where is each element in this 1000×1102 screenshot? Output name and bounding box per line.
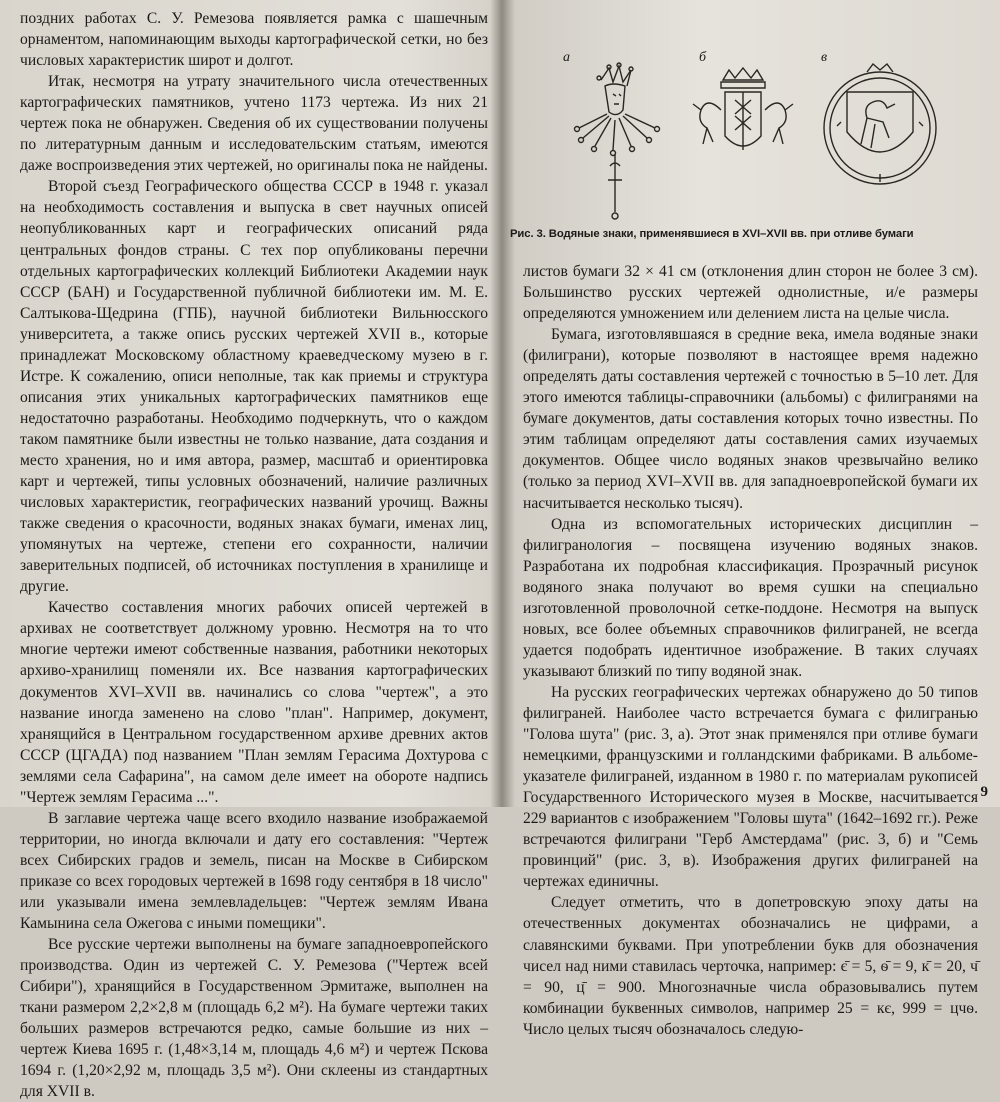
left-text-column [20, 8, 488, 1102]
left-paragraph-3: Второй съезд Географического общества СССР в 1948 г. указал на необходимость составления и выпуска в свет научных описей неопубликованных карт и географических описаний ряда центральных фондов страны. С тех пор опубликованы перечни отдельных картографических коллекций Библиотеки Академии наук СССР (БАН) и Государственной публичной библиотеки им. М. Е. Салтыкова-Щедрина (ГПБ), научной библиотеки Вильнюсского университета, а также опись русских чертежей XVII в., которые принадлежат Московскому областному краеведческому музею в г. Истре. К сожалению, описи неполные, так как приемы и структура описания этих уникальных картографических памятников еще недостаточно разработаны. Необходимо подчеркнуть, что о каждом таком памятнике были известны не только название, дата создания и место хранения, но и имя автора, размер, масштаб и ориентировка карт и чертежей, типы условных обозначений, наличие различных числовых характеристик, географических названий урочищ. Важны также сведения о красочности, водяных знаках бумаги, именах лиц, упомянутых на чертеже, степени его сохранности, наличии заверительных подписей, об источниках поступления в хранилище и другие. [20, 178, 488, 596]
figure-caption: Рис. 3. Водяные знаки, применявшиеся в XVI–XVII вв. при отливе бумаги [510, 228, 914, 240]
left-paragraph-5: В заглавие чертежа чаще всего входило название изображаемой территории, но иногда включали и дату его составления: "Чертеж всех Сибирских градов и земель, писан на Москве в Сибирском приказе со всех городовых чертежей в 1698 году сентября в 18 число" или указывали имена землевладельцев: "Чертеж землям Ивана Камынина села Ожегова с иными помещики". [20, 809, 488, 933]
seven-provinces-watermark-icon [817, 62, 943, 192]
left-paragraph-4: Качество составления многих рабочих описей чертежей в архивах не соответствует должному уровню. Несмотря на то что многие чертежи имеют собственные названия, работники некоторых архиво-хранилищ поменяли их. Все названия картографических документов XVI–XVII вв. начинались со слова "чертеж", а это название иногда заменено на слово "план". Например, документ, хранящийся в Центральном государственном архиве древних актов СССР (ЦГАДА) под названием "План землям Герасима Дохтурова с землями села Сафарина", на самом деле имеет на обороте надпись "Чертеж землям Герасима ...". [20, 599, 488, 806]
right-paragraph-1: листов бумаги 32 × 41 см (отклонения длин сторон не более 3 см). Большинство русских чертежей однолистные, и/е размеры определяются умножением или делением листа на целые числа. [523, 263, 978, 323]
right-paragraph-2: Бумага, изготовлявшаяся в средние века, имела водяные знаки (филиграни), которые позволяют в настоящее время надежно определять даты составления чертежей с точностью в 5–10 лет. Для этого имеются таблицы-справочники (альбомы) с филигранями на бумаге документов, даты составления которых точно известны. По этим таблицам определяют даты составления самих изучаемых документов. Общее число водяных знаков чрезвычайно велико (только за период XVI–XVII вв. для западноевропейской бумаги их насчитывается несколько тысяч). [523, 326, 978, 512]
right-page [503, 0, 1000, 1038]
right-paragraph-3: Одна из вспомогательных исторических дисциплин – филигранология – посвящена изучению водяных знаков. Разработана их подробная классификация. Прозрачный рисунок водяного знака получают во время сушки на специально изготовленной проволочной сетке-поддоне. Несмотря на выпуск новых, все более объемных справочников филиграней, не всегда удается подобрать идентичное изображение. В таких случаях указывают близкий по типу водяной знак. [523, 515, 978, 680]
right-paragraph-5: Следует отметить, что в допетровскую эпоху даты на отечественных документах обозначались не цифрами, а славянскими буквами. При употреблении букв для обозначения чисел над ними ставилась черточка, например: є̄ = 5, ѳ̄ = 9, к̄ = 20, ч̄ = 90, ц̄ = 900. Многозначные числа образовывались путем комбинации буквенных символов, например 25 = кє, 999 = цчѳ. Число целых тысяч обозначалось следую- [523, 894, 978, 1038]
watermark-figure [541, 48, 981, 228]
page-number: 9 [980, 784, 988, 800]
figure-label-c: в [821, 50, 828, 65]
right-paragraph-4: На русских географических чертежах обнаружено до 50 типов филиграней. Наиболее часто встречается бумага с филигранью "Голова шута" (рис. 3, а). Этот знак применялся при отливе бумаги немецкими, французскими и голландскими фабриками. В альбоме-указателе филиграней, изданном в 1980 г. по материалам рукописей Государственного Исторического музея в Москве, насчитывается 229 вариантов с изображением "Головы шута" (1642–1692 гг.). Реже встречаются филиграни "Герб Амстердама" (рис. 3, б) и "Семь провинций" (рис. 3, в). Изображения других филиграней на чертежах единичны. [523, 683, 978, 891]
left-paragraph-2: Итак, несмотря на утрату значительного числа отечественных картографических памятников, учтено 1173 чертежа. Из них 21 чертеж пока не обнаружен. Сведения об их существовании получены по литературным данным и исследовательским статьям, имеются даже воспроизведения этих чертежей, но оригиналы пока не найдены. [20, 73, 488, 175]
left-page [0, 0, 497, 1101]
jester-head-watermark-icon [561, 62, 671, 222]
figure-label-a: а [563, 50, 570, 65]
amsterdam-coat-of-arms-watermark-icon [683, 66, 803, 176]
left-paragraph-6: Все русские чертежи выполнены на бумаге западноевропейского производства. Один из чертежей С. У. Ремезова ("Чертеж всей Сибири"), хранящийся в Государственном Эрмитаже, выполнен на ткани размером 2,2×2,8 м (площадь 6,2 м²). На бумаге чертежи таких больших размеров встречаются редко, самые большие из них – чертеж Киева 1695 г. (1,48×3,14 м, площадь 4,6 м²) и чертеж Пскова 1694 г. (1,20×2,92 м, площадь 3,5 м²). Они склеены из стандартных для XVII в. [20, 936, 488, 1101]
figure-label-b: б [699, 50, 707, 65]
left-paragraph-1: поздних работах С. У. Ремезова появляется рамка с шашечным орнаментом, напоминающим выходы картографической сетки, но без числовых характеристик широт и долгот. [20, 10, 488, 70]
right-text-column [523, 261, 978, 1040]
